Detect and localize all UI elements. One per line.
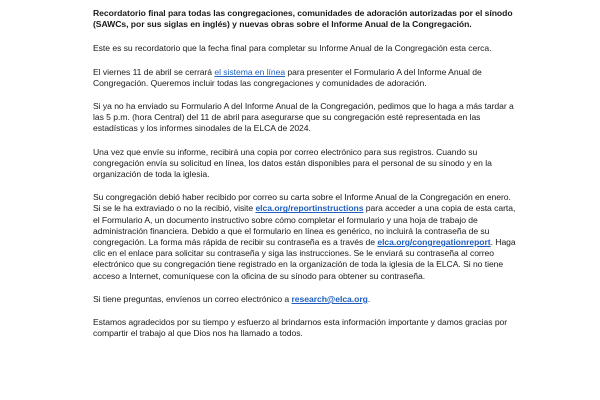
- email-title: Recordatorio final para todas las congregaciones, comunidades de adoración autorizadas por el sínodo (SAWCs, por sus siglas en inglés) y nuevas obras sobre el Informe Anual de la Congregación.: [93, 8, 513, 30]
- paragraph-deadline: [93, 67, 516, 89]
- paragraph-password-text-b: para acceder a una copia de esta carta, el Formulario A, un documento instructivo sobre cómo completar el formulario y una hoja de trabajo de administración financiera. Debido a que el formulario en línea es genérico, no incluirá la contraseña de su congregación. La forma más rápida de recibir su contraseña es a través de: [93, 203, 516, 248]
- report-instructions-link[interactable]: elca.org/reportinstructions: [255, 203, 364, 214]
- paragraph-questions-text-a: Si tiene preguntas, envíenos un correo electrónico a: [93, 293, 292, 304]
- paragraph-thanks: Estamos agradecidos por su tiempo y esfuerzo al brindarnos esta información importante y damos gracias por compartir el trabajo al que Dios nos ha llamado a todos.: [93, 317, 508, 339]
- paragraph-submit-request: Si ya no ha enviado su Formulario A del Informe Anual de la Congregación, pedimos que lo haga a más tardar a las 5 p.m. (hora Central) del 11 de abril para asegurarse que su congregación esté representada en las estadísticas y los informes sinodales de la ELCA de 2024.: [93, 101, 514, 134]
- online-system-link[interactable]: el sistema en línea: [214, 66, 286, 77]
- paragraph-questions: [93, 294, 516, 305]
- congregation-report-link[interactable]: elca.org/congregationreport: [377, 237, 491, 248]
- paragraph-password-text-c: . Haga clic en el enlace para solicitar su contraseña y siga las instrucciones. Se le enviará su contraseña al correo electrónico que su congregación tiene registrado en la organización de toda la iglesia de la ELCA. Si no tiene acceso a Internet, comuníquese con la oficina de su sínodo para obtener su contraseña.: [93, 237, 516, 281]
- paragraph-copy-info: Una vez que envíe su informe, recibirá una copia por correo electrónico para sus registros. Cuando su congregación envía su solicitud en línea, los datos están disponibles para el personal de su sínodo y en la organización de toda la iglesia.: [93, 146, 492, 180]
- research-email-link[interactable]: research@elca.org: [291, 293, 368, 304]
- paragraph-reminder: Este es su recordatorio que la fecha final para completar su Informe Anual de la Congregación esta cerca.: [93, 43, 492, 54]
- paragraph-password-info: [93, 192, 516, 282]
- paragraph-questions-text-b: .: [367, 293, 371, 304]
- paragraph-deadline-text-a: El viernes 11 de abril se cerrará: [93, 66, 215, 77]
- paragraph-password-text-a: Su congregación debió haber recibido por correo su carta sobre el Informe Anual de la Congregación en enero. Si se le ha extraviado o no la recibió, visite: [93, 192, 511, 214]
- paragraph-deadline-text-b: para presenter el Formulario A del Informe Anual de Congregación. Queremos incluir todas las congregaciones y comunidades de adoración.: [93, 66, 482, 88]
